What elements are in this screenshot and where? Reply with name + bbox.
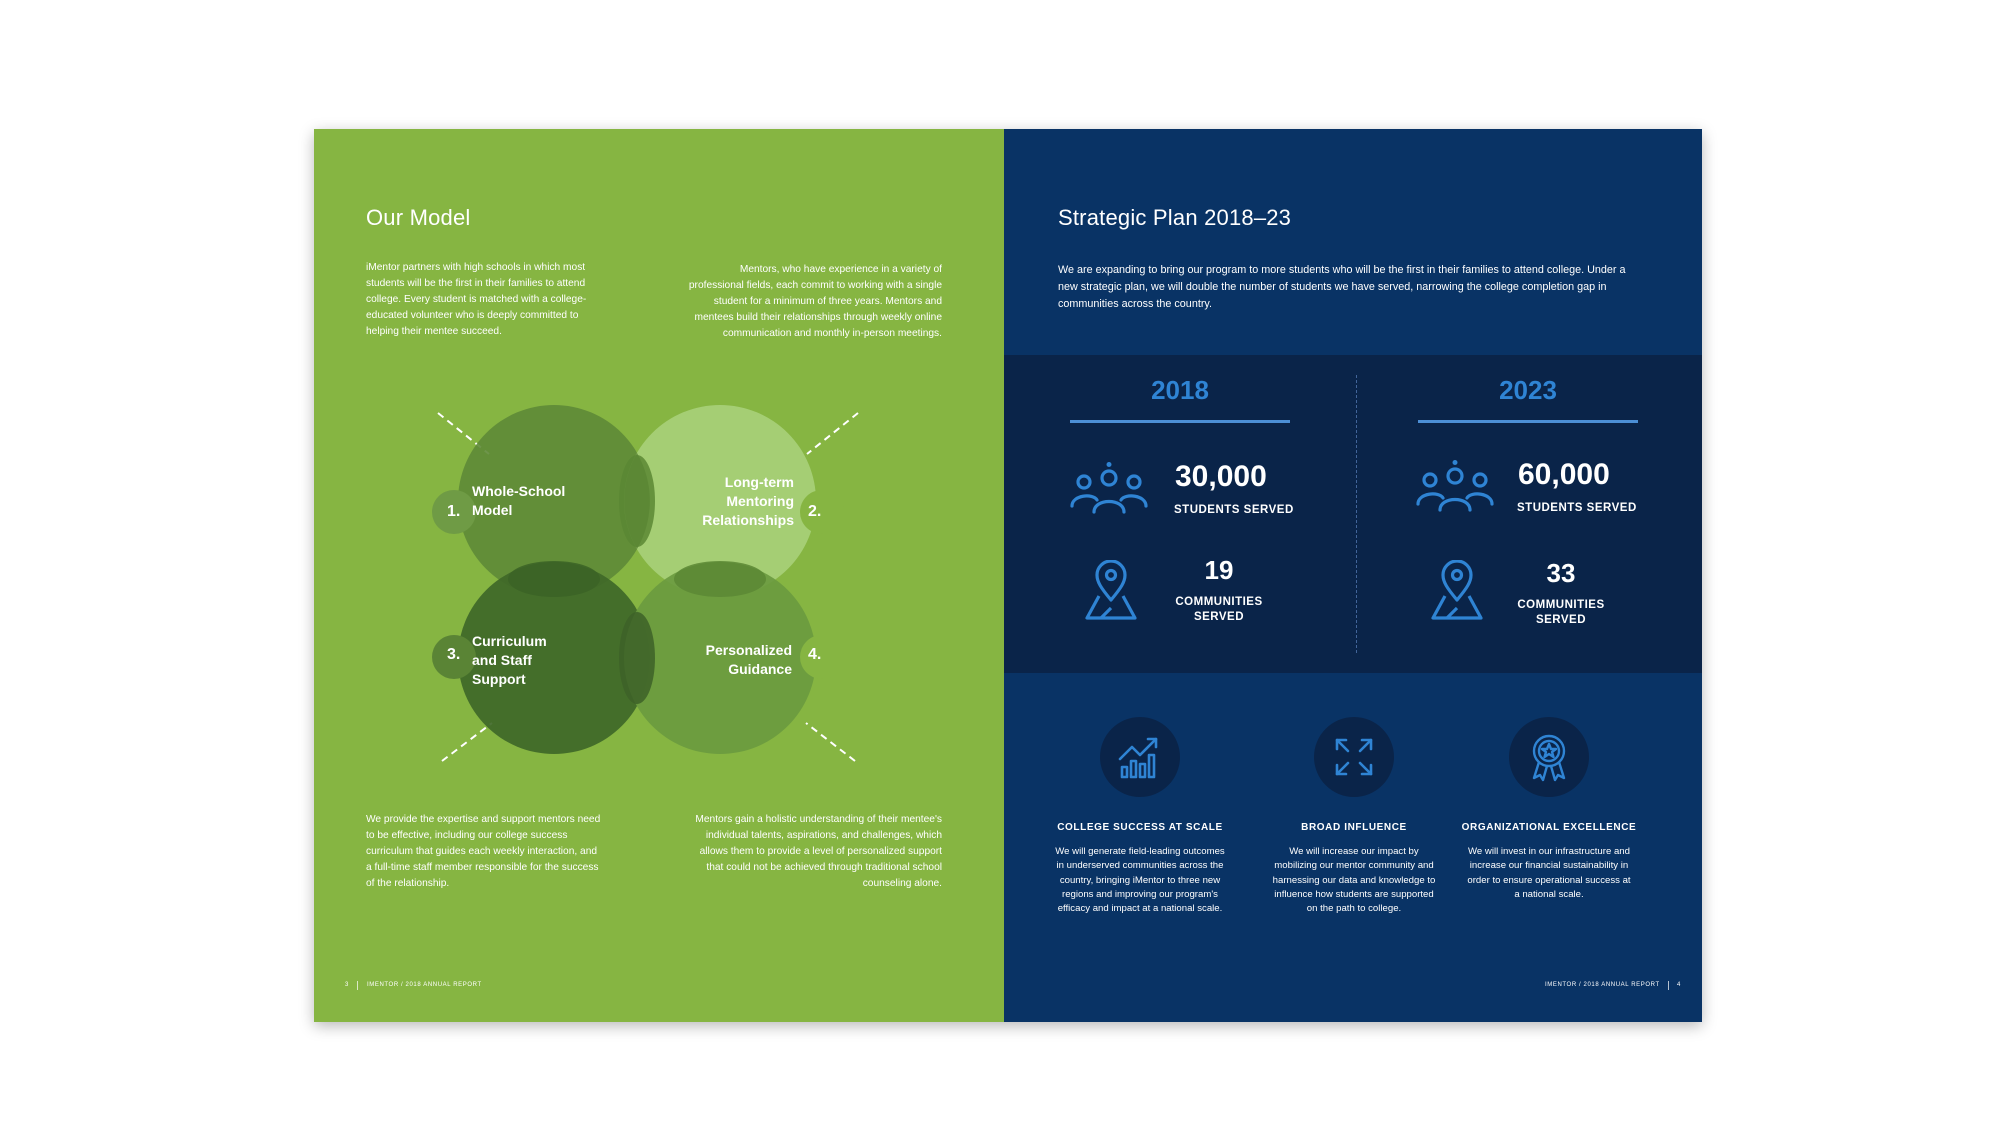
footer-report-title: IMENTOR / 2018 ANNUAL REPORT bbox=[367, 982, 482, 988]
notch-4 bbox=[800, 635, 844, 679]
communities-2018-value: 19 bbox=[1204, 555, 1234, 585]
page-title: Strategic Plan 2018–23 bbox=[1058, 205, 1292, 230]
notch-2 bbox=[800, 490, 844, 534]
model-number-1: 1. bbox=[447, 503, 461, 520]
right-page bbox=[1004, 129, 1702, 1022]
model-number-4: 4. bbox=[808, 646, 822, 663]
intro-left-text: iMentor partners with high schools in which most students will be the first in their families to attend college. Every student is matched with a college-educated volunteer who is deeply committed to helping their mentee succeed. bbox=[366, 262, 587, 337]
communities-label-line-2: SERVED bbox=[1535, 614, 1587, 626]
students-icon bbox=[1415, 460, 1495, 516]
outro-left-text: We provide the expertise and support mentors need to be effective, including our college success curriculum that guides each weekly interaction, and a full-time staff member responsible for the success of the relationship. bbox=[366, 814, 601, 889]
footer-page-number: 4 bbox=[1677, 982, 1681, 988]
footer-page-number: 3 bbox=[345, 982, 349, 988]
pillar-title-organizational-excellence: ORGANIZATIONAL EXCELLENCE bbox=[1461, 822, 1637, 833]
communities-2023-label bbox=[1511, 598, 1611, 628]
year-2018: 2018 bbox=[1151, 375, 1209, 405]
students-2023-value: 60,000 bbox=[1518, 458, 1610, 491]
footer-separator bbox=[357, 981, 358, 990]
model-label-curriculum: Curriculum and Staff Support bbox=[472, 633, 547, 687]
page-title: Our Model bbox=[366, 205, 471, 230]
footer-report-title: IMENTOR / 2018 ANNUAL REPORT bbox=[1545, 982, 1660, 988]
stats-divider bbox=[1356, 375, 1357, 653]
communities-2018-label bbox=[1169, 595, 1269, 625]
expand-arrows-icon bbox=[1332, 735, 1376, 779]
year-2023: 2023 bbox=[1499, 375, 1557, 405]
annual-report-spread bbox=[314, 129, 1702, 1022]
communities-label-line-1: COMMUNITIES bbox=[1517, 599, 1605, 611]
model-label-whole-school: Whole-School Model bbox=[472, 483, 566, 518]
pillar-title-broad-influence: BROAD INFLUENCE bbox=[1301, 822, 1407, 833]
pillar-icon-badge bbox=[1314, 717, 1394, 797]
stats-panel bbox=[1004, 355, 1702, 673]
pillar-text-organizational-excellence: We will invest in our infrastructure and increase our financial sustainability in order to ensure operational success at a national scale. bbox=[1467, 846, 1631, 900]
map-pin-icon bbox=[1429, 560, 1485, 622]
students-2023-label: STUDENTS SERVED bbox=[1517, 502, 1637, 514]
communities-2023-value: 33 bbox=[1546, 558, 1576, 588]
model-label-guidance: Personalized Guidance bbox=[705, 642, 792, 677]
students-icon bbox=[1069, 462, 1149, 518]
model-number-2: 2. bbox=[808, 503, 822, 520]
award-ribbon-icon bbox=[1525, 731, 1573, 783]
growth-chart-icon bbox=[1116, 733, 1164, 781]
outro-right-text: Mentors gain a holistic understanding of their mentee's individual talents, aspirations, and challenges, which allows them to provide a level of personalized support that could not be achieved through traditional school counseling alone. bbox=[695, 814, 942, 889]
model-number-3: 3. bbox=[447, 646, 461, 663]
footer-separator bbox=[1668, 981, 1669, 990]
map-pin-icon bbox=[1083, 560, 1139, 622]
pillar-icon-badge bbox=[1509, 717, 1589, 797]
pillar-icon-badge bbox=[1100, 717, 1180, 797]
communities-label-line-2: SERVED bbox=[1193, 611, 1245, 623]
intro-right-text: Mentors, who have experience in a variety of professional fields, each commit to working with a single student for a minimum of three years. Mentors and mentees build their relationships through weekly online communication and monthly in-person meetings. bbox=[688, 264, 942, 339]
students-2018-label: STUDENTS SERVED bbox=[1174, 504, 1294, 516]
communities-label-line-1: COMMUNITIES bbox=[1175, 596, 1263, 608]
pillar-title-college-success: COLLEGE SUCCESS AT SCALE bbox=[1057, 822, 1223, 833]
strategic-intro-text: We are expanding to bring our program to more students who will be the first in their families to attend college. Under a new strategic plan, we will double the number of students we have served, narrowing the college completion gap in communities across the country. bbox=[1058, 264, 1626, 310]
year-underline bbox=[1070, 420, 1290, 423]
model-label-mentoring: Long-term Mentoring Relationships bbox=[702, 474, 794, 528]
pillar-text-broad-influence: We will increase our impact by mobilizing our mentor community and harnessing our data and knowledge to influence how students are supported on the path to college. bbox=[1272, 846, 1436, 915]
left-page bbox=[314, 129, 1004, 1022]
year-underline bbox=[1418, 420, 1638, 423]
students-2018-value: 30,000 bbox=[1175, 460, 1267, 493]
pillar-text-college-success: We will generate field-leading outcomes in underserved communities across the country, bringing iMentor to three new regions and improving our program's efficacy and impact at a national scale. bbox=[1055, 846, 1225, 915]
